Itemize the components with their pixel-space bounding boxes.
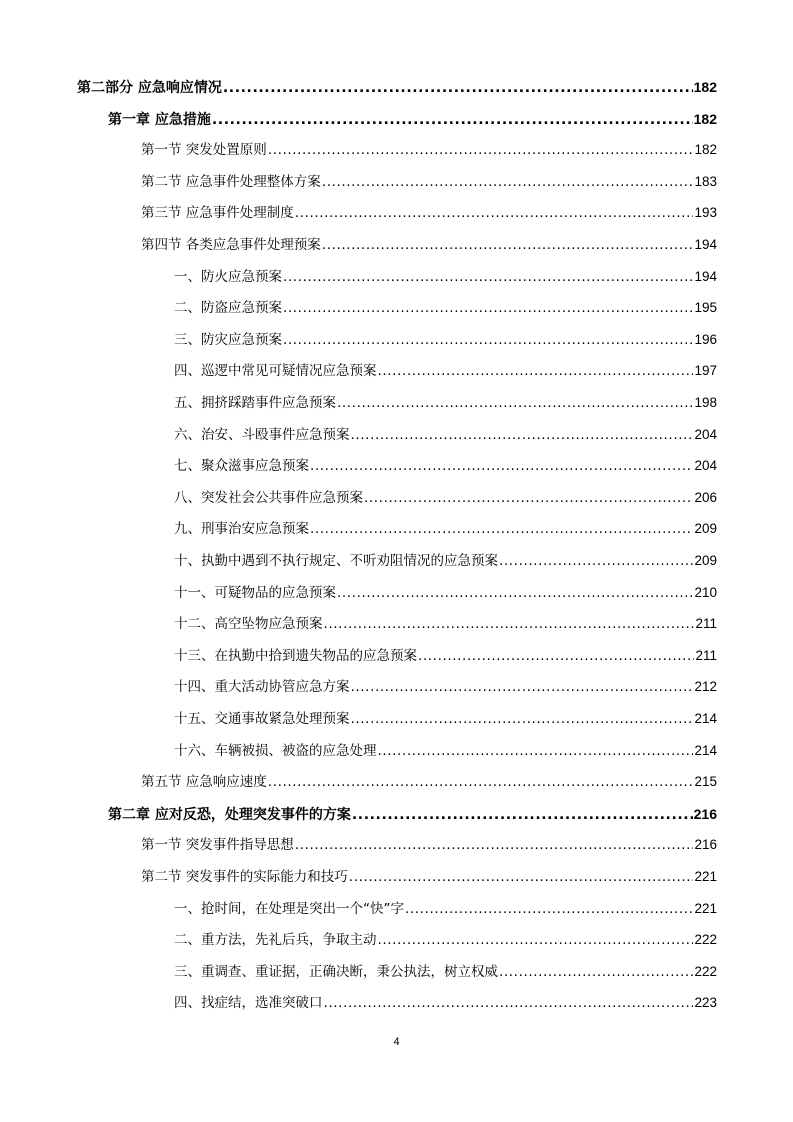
toc-entry[interactable] xyxy=(141,203,717,223)
dot-leader xyxy=(499,962,693,982)
toc-entry-page: 212 xyxy=(694,679,717,695)
toc-entry[interactable] xyxy=(141,140,717,160)
toc-entry-page: 209 xyxy=(694,553,717,568)
dot-leader xyxy=(324,614,695,634)
dot-leader xyxy=(310,519,693,539)
toc-entry[interactable] xyxy=(174,583,717,603)
dot-leader xyxy=(295,203,694,223)
toc-entry-page: 211 xyxy=(695,616,717,632)
dot-leader xyxy=(378,361,694,381)
toc-entry-title: 二、重方法，先礼后兵，争取主动 xyxy=(174,932,377,949)
toc-entry-page: 221 xyxy=(694,900,717,916)
toc-entry-title: 第二部分 应急响应情况 xyxy=(77,80,222,96)
dot-leader xyxy=(322,235,694,255)
toc-entry-title: 十、执勤中遇到不执行规定、不听劝阻情况的应急预案 xyxy=(174,553,498,569)
toc-entry-title: 四、找症结，选准突破口 xyxy=(174,995,323,1012)
toc-entry-title: 十三、在执勤中拾到遗失物品的应急预案 xyxy=(174,647,417,664)
toc-entry[interactable] xyxy=(108,109,717,129)
toc-entry[interactable] xyxy=(108,804,717,824)
toc-entry[interactable] xyxy=(174,930,717,950)
toc-entry-title: 十二、高空坠物应急预案 xyxy=(174,616,323,633)
toc-entry[interactable] xyxy=(174,361,717,381)
toc-entry-page: 214 xyxy=(694,711,717,726)
dot-leader xyxy=(351,425,694,445)
toc-entry-title: 三、防灾应急预案 xyxy=(174,331,282,348)
toc-entry[interactable] xyxy=(174,614,717,634)
dot-leader xyxy=(364,488,693,508)
toc-entry[interactable] xyxy=(174,899,717,919)
dot-leader xyxy=(352,805,693,825)
toc-entry-title: 七、聚众滋事应急预案 xyxy=(174,458,309,475)
toc-entry-page: 215 xyxy=(694,774,717,790)
toc-entry-title: 第二节 应急事件处理整体方案 xyxy=(141,173,321,190)
toc-entry-title: 第二章 应对反恐，处理突发事件的方案 xyxy=(108,806,351,823)
toc-entry-title: 三、重调查、重证据，正确决断，秉公执法，树立权威 xyxy=(174,963,498,980)
dot-leader xyxy=(378,930,694,950)
toc-entry[interactable] xyxy=(174,677,717,697)
toc-entry-title: 四、巡逻中常见可疑情况应急预案 xyxy=(174,363,377,380)
toc-entry-title: 一、防火应急预案 xyxy=(174,268,282,285)
dot-leader xyxy=(351,709,694,729)
dot-leader xyxy=(418,646,694,666)
dot-leader xyxy=(405,899,693,919)
toc-entry-page: 197 xyxy=(694,363,717,379)
dot-leader xyxy=(283,330,693,350)
toc-entry-page: 196 xyxy=(694,331,717,347)
toc-entry-page: 195 xyxy=(694,300,717,316)
dot-leader xyxy=(351,677,694,697)
toc-entry-page: 193 xyxy=(694,205,717,221)
toc-entry-page: 222 xyxy=(694,963,717,979)
toc-entry-title: 八、突发社会公共事件应急预案 xyxy=(174,489,363,506)
toc-entry[interactable] xyxy=(77,77,717,97)
dot-leader xyxy=(310,456,693,476)
toc-entry[interactable] xyxy=(141,772,717,792)
toc-entry-title: 十四、重大活动协管应急方案 xyxy=(174,679,350,696)
toc-entry[interactable] xyxy=(141,835,717,855)
toc-entry-title: 二、防盗应急预案 xyxy=(174,300,282,317)
toc-entry-title: 第一节 突发事件指导思想 xyxy=(141,837,294,854)
toc-entry[interactable] xyxy=(174,488,717,508)
toc-entry[interactable] xyxy=(174,298,717,318)
toc-entry-page: 204 xyxy=(694,458,717,474)
toc-entry[interactable] xyxy=(174,330,717,350)
toc-entry-title: 五、拥挤踩踏事件应急预案 xyxy=(174,395,336,411)
toc-entry-title: 第一章 应急措施 xyxy=(108,111,211,128)
toc-entry[interactable] xyxy=(174,646,717,666)
toc-entry[interactable] xyxy=(174,551,717,571)
toc-entry[interactable] xyxy=(174,993,717,1013)
dot-leader xyxy=(268,772,694,792)
toc-entry-title: 第三节 应急事件处理制度 xyxy=(141,205,294,222)
dot-leader xyxy=(499,551,693,571)
toc-entry-page: 182 xyxy=(693,79,717,95)
dot-leader xyxy=(283,298,693,318)
toc-entry-title: 十六、车辆被损、被盗的应急处理 xyxy=(174,742,377,759)
toc-entry-title: 一、抢时间，在处理是突出一个“快”字 xyxy=(174,900,404,917)
toc-entry[interactable] xyxy=(174,267,717,287)
toc-entry-page: 211 xyxy=(695,647,717,663)
page-number: 4 xyxy=(393,1036,400,1048)
dot-leader xyxy=(378,741,694,761)
toc-entry[interactable] xyxy=(141,172,717,192)
toc-entry-page: 222 xyxy=(694,932,717,948)
toc-entry-page: 216 xyxy=(693,805,717,822)
toc-entry[interactable] xyxy=(174,393,717,413)
toc-entry-title: 第五节 应急响应速度 xyxy=(141,774,267,791)
toc-entry-page: 206 xyxy=(694,489,717,505)
toc-entry[interactable] xyxy=(174,425,717,445)
toc-entry-title: 九、刑事治安应急预案 xyxy=(174,521,309,538)
toc-entry-page: 210 xyxy=(694,584,717,600)
dot-leader xyxy=(324,993,694,1013)
toc-entry[interactable] xyxy=(174,456,717,476)
toc-entry-page: 221 xyxy=(694,869,717,884)
dot-leader xyxy=(223,78,693,98)
toc-entry-page: 194 xyxy=(694,237,717,252)
toc-entry-title: 六、治安、斗殴事件应急预案 xyxy=(174,426,350,443)
toc-entry-page: 194 xyxy=(694,268,717,284)
toc-entry-title: 第二节 突发事件的实际能力和技巧 xyxy=(141,869,348,885)
toc-entry[interactable] xyxy=(141,867,717,887)
toc-entry-page: 183 xyxy=(694,173,717,189)
toc-entry-title: 第一节 突发处置原则 xyxy=(141,142,267,159)
toc-entry-page: 214 xyxy=(694,742,717,758)
toc-entry-page: 204 xyxy=(694,426,717,442)
toc-entry[interactable] xyxy=(174,709,717,729)
toc-entry[interactable] xyxy=(141,235,717,255)
dot-leader xyxy=(283,267,693,287)
dot-leader xyxy=(322,172,694,192)
dot-leader xyxy=(337,393,693,413)
toc-entry-page: 209 xyxy=(694,521,717,537)
dot-leader xyxy=(337,583,693,603)
dot-leader xyxy=(295,835,694,855)
toc-entry-title: 第四节 各类应急事件处理预案 xyxy=(141,237,321,253)
toc-entry[interactable] xyxy=(174,519,717,539)
toc-entry[interactable] xyxy=(174,962,717,982)
toc-entry[interactable] xyxy=(174,741,717,761)
toc-entry-title: 十一、可疑物品的应急预案 xyxy=(174,584,336,601)
dot-leader xyxy=(212,110,693,130)
toc-entry-title: 十五、交通事故紧急处理预案 xyxy=(174,711,350,727)
dot-leader xyxy=(349,867,694,887)
toc-entry-page: 182 xyxy=(693,110,717,127)
toc-entry-page: 198 xyxy=(694,395,717,410)
dot-leader xyxy=(268,140,694,160)
toc-entry-page: 223 xyxy=(694,995,717,1011)
toc-entry-page: 182 xyxy=(694,142,717,158)
toc-entry-page: 216 xyxy=(694,837,717,853)
